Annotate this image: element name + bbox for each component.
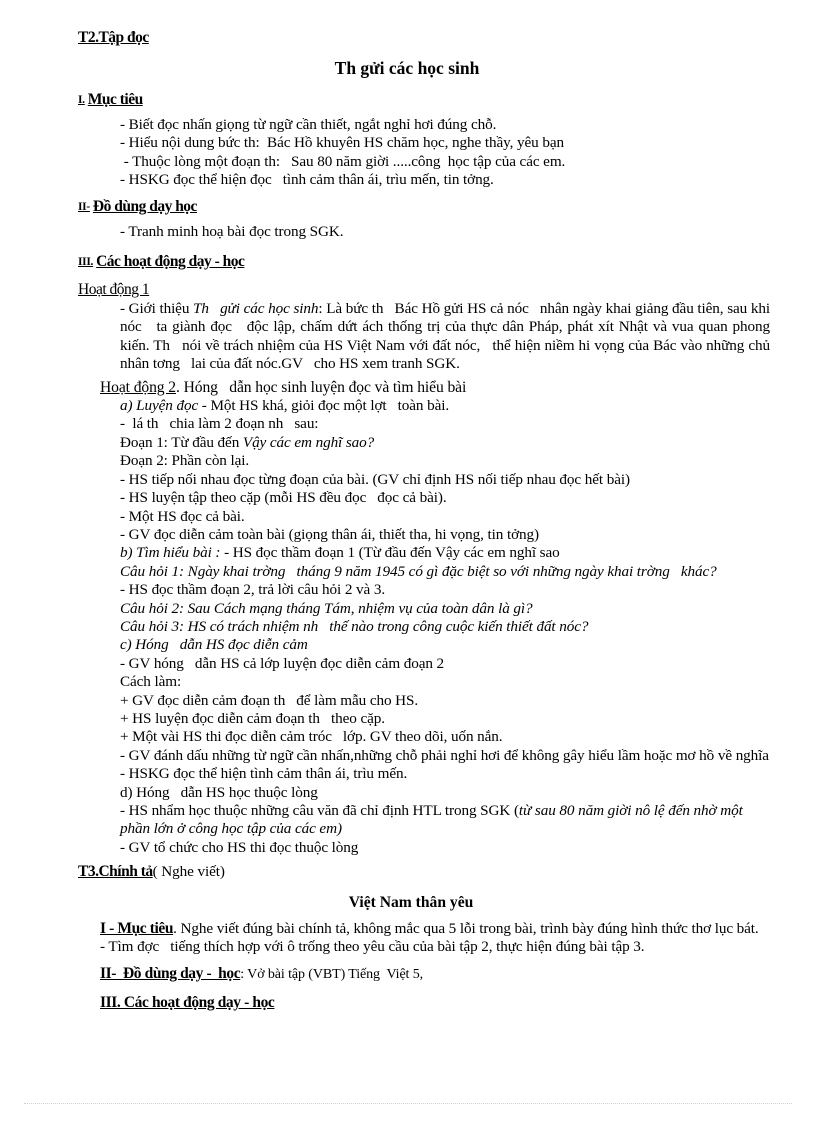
doan1-italic: Vậy các em nghĩ sao? <box>242 433 375 451</box>
lesson2-materials-heading: II- Đồ dùng dạy - học <box>100 965 241 983</box>
activity1-intro-lead: - Giới thiệu <box>120 300 194 318</box>
lesson1-materials-roman: II- <box>78 200 90 213</box>
activity2-line: + Một vài HS thi đọc diễn cảm tróc lớp. GV theo dõi, uốn nắn. <box>120 728 503 746</box>
activity2-sub-a <box>78 397 770 415</box>
activity2-sub-c: c) Hóng dẫn HS đọc diễn cảm <box>120 636 308 654</box>
activity2-line: - GV đánh dấu những từ ngữ cần nhấn,những chỗ phải nghỉ hơi để không gây hiểu lầm hoặc mơ hồ về nghĩa <box>120 746 769 764</box>
activity2-line: + GV đọc diễn cảm đoạn th để làm mẫu cho HS. <box>120 691 419 709</box>
doan1-lead: Đoạn 1: Từ đầu đến <box>120 433 243 451</box>
lesson2-materials-row <box>78 965 770 984</box>
spacer <box>78 956 770 965</box>
activity1-label: Hoạt động 1 <box>78 281 150 299</box>
lesson1-objectives-heading-row <box>78 89 770 111</box>
activity2-sub-d: d) Hóng dẫn HS học thuộc lòng <box>120 783 318 801</box>
lesson1-activities-heading: Các hoạt động dạy - học <box>96 253 245 271</box>
lesson1-title: Th gửi các học sinh <box>334 58 480 78</box>
activity2-label-row <box>78 379 770 397</box>
activity1-label-row <box>78 279 770 300</box>
activity2-question-3: Câu hỏi 3: HS có trách nhiệm nh thế nào trong công cuộc kiến thiết đất nóc? <box>120 617 589 635</box>
lesson2-title: Việt Nam thân yêu <box>348 893 474 911</box>
lesson2-materials-text: : Vở bài tập (VBT) Tiếng Việt 5, <box>240 967 424 983</box>
activity1-body: : Là bức th Bác Hồ gửi HS cả nóc nhân ngày khai giảng đầu tiên, sau khi nóc ta giành đọc độc lập, chấm dứt ách thống trị của thực dân Pháp, phát xít Nhật và vua quan phong kiến. Th nói về trách nhiệm của HS Việt Nam với đất nóc, thể hiện niềm hi vọng của Bác vào những chủ nhân tơng lai của đất nóc.GV cho HS xem tranh SGK. <box>120 300 774 373</box>
lesson1-objectives-roman: I. <box>78 94 85 106</box>
htl-italic: từ sau 80 năm giời nô lệ đến nhờ một phần lớn ở công học tập của các em) <box>120 802 747 838</box>
lesson2-activities-heading: III. Các hoạt động dạy - học <box>100 993 275 1011</box>
objective-item: - Thuộc lòng một đoạn th: Sau 80 năm giời .....công học tập của các em. <box>120 152 566 170</box>
activity2-line: Cách làm: <box>120 673 182 691</box>
activity1-intro-italic: Th gửi các học sinh <box>193 300 319 318</box>
lesson2-objectives-heading: I - Mục tiêu <box>100 919 174 937</box>
spacer <box>78 241 770 250</box>
activity2-line: - lá th chia làm 2 đoạn nh sau: <box>120 415 319 433</box>
objective-item: - Hiểu nội dung bức th: Bác Hồ khuyên HS chăm học, nghe thầy, yêu bạn <box>120 134 564 152</box>
activity2-sub-b <box>78 544 770 562</box>
activity2-line: - Một HS đọc cả bài. <box>120 507 245 525</box>
lesson2-objectives <box>78 920 770 938</box>
activity2-line: + HS luyện đọc diễn cảm đoạn th theo cặp. <box>120 709 385 727</box>
lesson1-section-label: T2.Tập đọc <box>78 29 149 46</box>
activity2-doan2: Đoạn 2: Phần còn lại. <box>120 452 250 470</box>
lesson2-objectives-text: . Nghe viết đúng bài chính tả, không mắc qua 5 lỗi trong bài, trình bày đúng hình thức thơ lục bát. <box>173 919 759 937</box>
sub-b-rest: - HS đọc thầm đoạn 1 (Từ đầu đến Vậy các em nghĩ sao <box>224 544 560 562</box>
sub-a-rest: - Một HS khá, giỏi đọc một lợt toàn bài. <box>198 397 450 415</box>
materials-item: - Tranh minh hoạ bài đọc trong SGK. <box>120 222 344 240</box>
lesson1-activities-heading-row <box>78 251 770 273</box>
objective-item: - HSKG đọc thể hiện đọc tình cảm thân ái, trìu mến, tin tởng. <box>120 171 494 189</box>
activity2-question-2: Câu hỏi 2: Sau Cách mạng tháng Tám, nhiệm vụ của toàn dân là gì? <box>120 599 533 617</box>
spacer <box>78 190 770 195</box>
sub-b-italic: b) Tìm hiểu bài : <box>120 544 225 562</box>
lesson1-objectives-heading: Mục tiêu <box>87 91 143 108</box>
lesson2-section-label-row <box>78 862 770 881</box>
lesson1-materials-heading-row <box>78 196 770 218</box>
htl-lead: - HS nhẩm học thuộc những câu văn đã chỉ định HTL trong SGK ( <box>120 802 519 819</box>
lesson1-section-label-row <box>78 27 770 48</box>
activity2-label: Hoạt động 2 <box>100 378 176 396</box>
activity2-line: - HS tiếp nối nhau đọc từng đoạn của bài. (GV chỉ định HS nối tiếp nhau đọc hết bài) <box>120 470 630 488</box>
lesson1-materials-heading: Đồ dùng dạy học <box>92 197 197 215</box>
lesson2-objectives-text2: - Tìm đợc tiếng thích hợp với ô trống theo yêu cầu của bài tập 2, thực hiện đúng bài tập 3. <box>100 938 645 956</box>
lesson2-section-rest: ( Nghe viết) <box>152 863 225 881</box>
activity2-line: - GV hóng dẫn HS cả lớp luyện đọc diễn cảm đoạn 2 <box>120 654 445 672</box>
activity2-line-after-q1: - HS đọc thầm đoạn 2, trả lời câu hỏi 2 và 3. <box>120 581 386 599</box>
activity2-line: - HSKG đọc thể hiện tình cảm thân ái, trìu mến. <box>120 765 408 783</box>
activity2-htl <box>78 802 770 839</box>
activity2-line: - HS luyện tập theo cặp (mỗi HS đều đọc đọc cả bài). <box>120 489 447 507</box>
activity2-doan1 <box>78 434 770 452</box>
lesson1-activities-roman: III. <box>78 256 94 269</box>
lesson2-section-label: T3.Chính tả <box>78 863 153 881</box>
objective-item: - Biết đọc nhấn giọng từ ngữ cần thiết, ngắt nghỉ hơi đúng chỗ. <box>120 116 497 133</box>
lesson2-activities-row <box>78 994 770 1012</box>
activity2-label-rest: . Hóng dẫn học sinh luyện đọc và tìm hiểu bài <box>176 378 467 396</box>
spacer <box>78 273 770 278</box>
activity1-paragraph <box>78 300 774 374</box>
spacer <box>78 985 770 994</box>
activity2-line: - GV đọc diễn cảm toàn bài (giọng thân ái, thiết tha, hi vọng, tin tởng) <box>120 525 539 543</box>
sub-a-italic: a) Luyện đọc <box>120 397 199 415</box>
activity2-question-1: Câu hỏi 1: Ngày khai trờng tháng 9 năm 1945 có gì đặc biệt so với những ngày khai trờng khác? <box>120 562 717 580</box>
scan-artifact-rule <box>24 1102 792 1104</box>
activity2-htl-last: - GV tổ chức cho HS thi đọc thuộc lòng <box>120 838 359 856</box>
